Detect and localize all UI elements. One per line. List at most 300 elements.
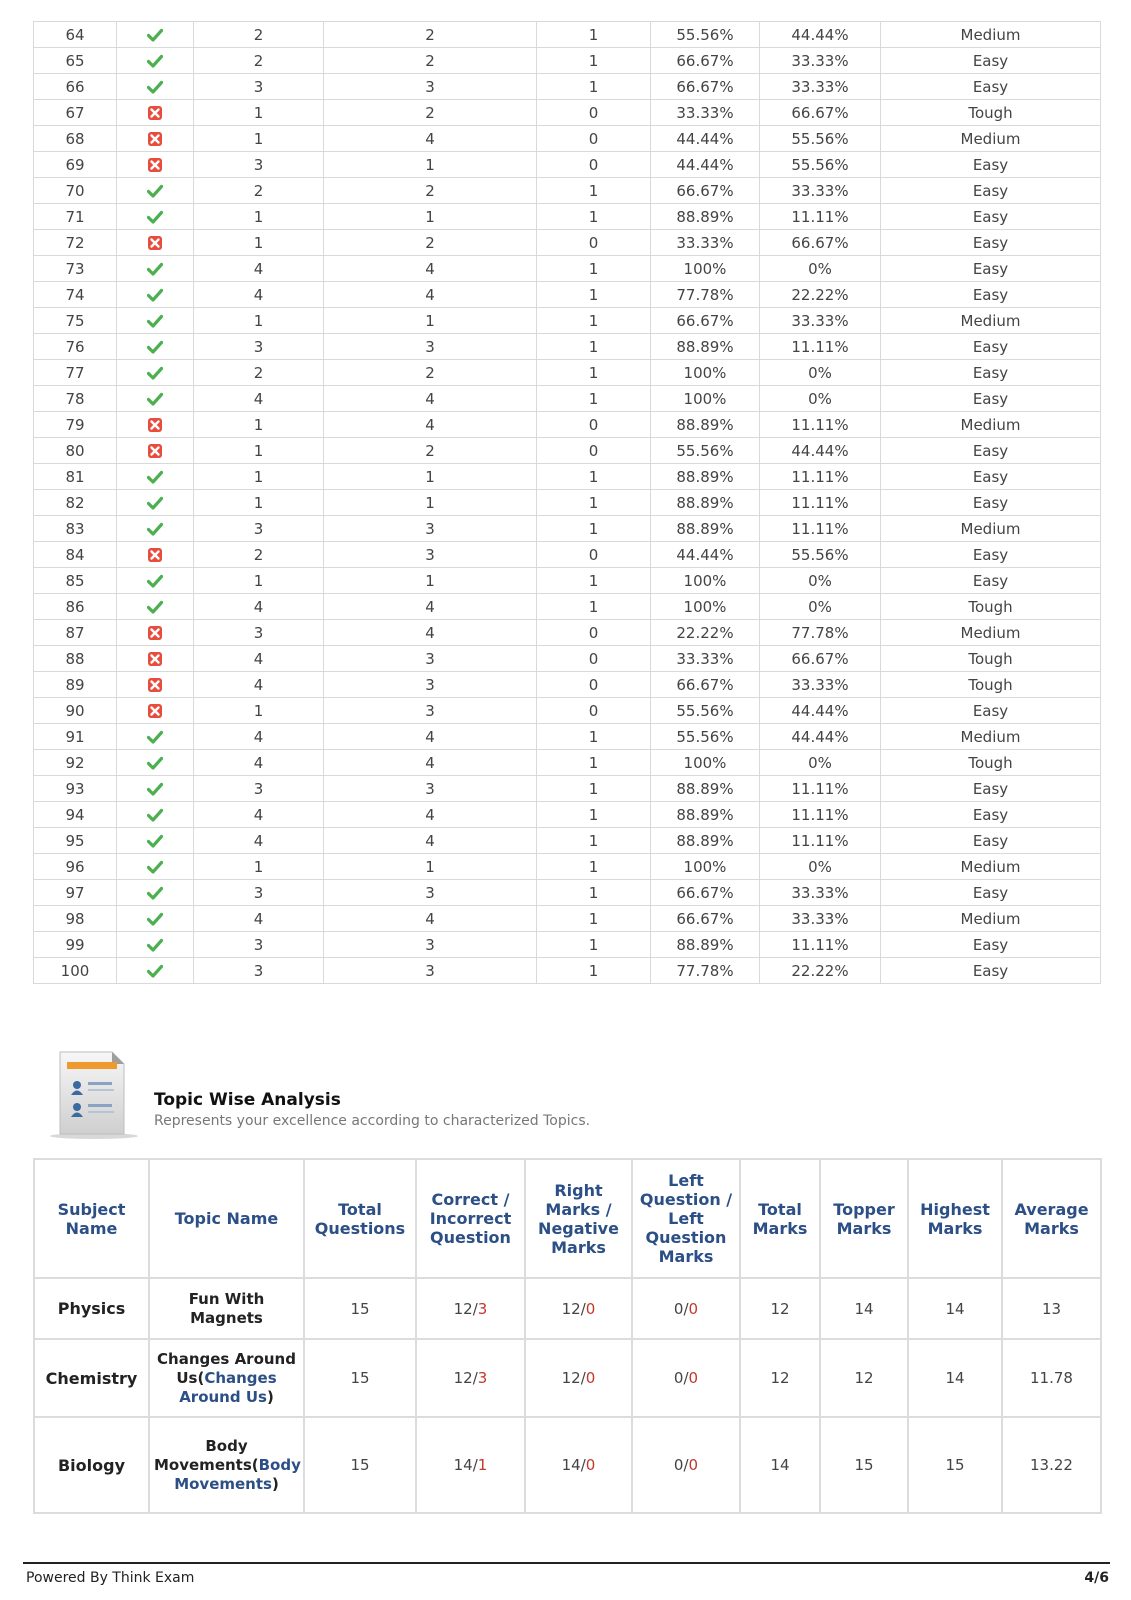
difficulty-level: Easy: [881, 958, 1101, 984]
correct-answer: 2: [324, 22, 537, 48]
slash-separator: /: [472, 1369, 478, 1387]
right-negative-marks-first: 14: [561, 1456, 581, 1474]
question-number: 87: [34, 620, 117, 646]
question-number: 88: [34, 646, 117, 672]
correct-percentage: 66.67%: [651, 178, 760, 204]
slash-separator: /: [683, 1456, 689, 1474]
answer-status: [117, 490, 194, 516]
question-number: 91: [34, 724, 117, 750]
correct-check-icon: [147, 885, 163, 901]
table-row: [34, 750, 1101, 776]
marks-obtained: 1: [537, 48, 651, 74]
answer-status: [117, 594, 194, 620]
column-header: Correct / Incorrect Question: [416, 1159, 525, 1278]
table-row: [34, 48, 1101, 74]
correct-check-icon: [147, 859, 163, 875]
question-number: 77: [34, 360, 117, 386]
marks-obtained: 1: [537, 334, 651, 360]
correct-percentage: 55.56%: [651, 22, 760, 48]
your-answer: 1: [194, 100, 324, 126]
question-number: 75: [34, 308, 117, 334]
marks-obtained: 0: [537, 230, 651, 256]
correct-check-icon: [147, 27, 163, 43]
question-number: 83: [34, 516, 117, 542]
your-answer: 1: [194, 308, 324, 334]
incorrect-percentage: 33.33%: [760, 48, 881, 74]
correct-percentage: 55.56%: [651, 698, 760, 724]
table-row: [34, 802, 1101, 828]
difficulty-level: Easy: [881, 230, 1101, 256]
correct-percentage: 100%: [651, 594, 760, 620]
wrong-cross-icon: [147, 417, 163, 433]
your-answer: 2: [194, 542, 324, 568]
question-number: 97: [34, 880, 117, 906]
answer-status: [117, 438, 194, 464]
question-number: 96: [34, 854, 117, 880]
report-document-icon: [48, 1050, 140, 1142]
correct-check-icon: [147, 53, 163, 69]
table-row: [34, 74, 1101, 100]
correct-check-icon: [147, 521, 163, 537]
your-answer: 2: [194, 22, 324, 48]
correct-answer: 3: [324, 958, 537, 984]
topic-subname: Body Movements: [174, 1455, 301, 1493]
correct-incorrect-first: 12: [453, 1299, 473, 1318]
left-question-marks-second: 0: [688, 1456, 699, 1474]
wrong-cross-icon: [147, 547, 163, 563]
correct-answer: 1: [324, 152, 537, 178]
your-answer: 4: [194, 386, 324, 412]
your-answer: 1: [194, 698, 324, 724]
your-answer: 4: [194, 646, 324, 672]
question-number: 94: [34, 802, 117, 828]
table-row: [34, 178, 1101, 204]
marks-obtained: 1: [537, 854, 651, 880]
correct-percentage: 100%: [651, 568, 760, 594]
marks-obtained: 1: [537, 360, 651, 386]
correct-answer: 3: [324, 880, 537, 906]
difficulty-level: Medium: [881, 22, 1101, 48]
right-negative-marks: [525, 1339, 632, 1417]
answer-status: [117, 828, 194, 854]
table-row: [34, 464, 1101, 490]
question-number: 73: [34, 256, 117, 282]
wrong-cross-icon: [147, 677, 163, 693]
answer-status: [117, 126, 194, 152]
table-row: [34, 932, 1101, 958]
subject-name: Biology: [34, 1417, 149, 1513]
difficulty-level: Tough: [881, 594, 1101, 620]
column-header: Total Marks: [740, 1159, 820, 1278]
table-row: [34, 906, 1101, 932]
incorrect-percentage: 33.33%: [760, 906, 881, 932]
question-number: 86: [34, 594, 117, 620]
marks-obtained: 1: [537, 464, 651, 490]
correct-percentage: 88.89%: [651, 776, 760, 802]
marks-obtained: 1: [537, 958, 651, 984]
incorrect-percentage: 11.11%: [760, 516, 881, 542]
incorrect-percentage: 33.33%: [760, 74, 881, 100]
table-row: [34, 958, 1101, 984]
incorrect-percentage: 44.44%: [760, 698, 881, 724]
marks-obtained: 1: [537, 594, 651, 620]
marks-obtained: 1: [537, 74, 651, 100]
correct-answer: 3: [324, 672, 537, 698]
correct-check-icon: [147, 261, 163, 277]
table-row: [34, 438, 1101, 464]
answer-status: [117, 880, 194, 906]
marks-obtained: 0: [537, 100, 651, 126]
incorrect-percentage: 66.67%: [760, 100, 881, 126]
correct-percentage: 100%: [651, 854, 760, 880]
correct-percentage: 88.89%: [651, 334, 760, 360]
correct-percentage: 88.89%: [651, 828, 760, 854]
marks-obtained: 1: [537, 802, 651, 828]
incorrect-percentage: 33.33%: [760, 178, 881, 204]
correct-answer: 4: [324, 750, 537, 776]
average-marks: 13.22: [1002, 1417, 1101, 1513]
correct-check-icon: [147, 313, 163, 329]
correct-answer: 4: [324, 620, 537, 646]
correct-incorrect-second: 3: [477, 1369, 488, 1387]
correct-incorrect-second: 1: [477, 1456, 488, 1474]
correct-answer: 3: [324, 776, 537, 802]
slash-separator: /: [580, 1369, 586, 1387]
correct-percentage: 66.67%: [651, 672, 760, 698]
difficulty-level: Medium: [881, 516, 1101, 542]
left-question-marks: [632, 1278, 740, 1339]
question-number: 84: [34, 542, 117, 568]
correct-percentage: 66.67%: [651, 308, 760, 334]
correct-check-icon: [147, 937, 163, 953]
incorrect-percentage: 11.11%: [760, 828, 881, 854]
marks-obtained: 1: [537, 750, 651, 776]
incorrect-percentage: 33.33%: [760, 880, 881, 906]
incorrect-percentage: 33.33%: [760, 308, 881, 334]
question-number: 66: [34, 74, 117, 100]
incorrect-percentage: 0%: [760, 256, 881, 282]
wrong-cross-icon: [147, 443, 163, 459]
marks-obtained: 0: [537, 542, 651, 568]
question-number: 99: [34, 932, 117, 958]
column-header: Highest Marks: [908, 1159, 1002, 1278]
question-number: 78: [34, 386, 117, 412]
average-marks: 11.78: [1002, 1339, 1101, 1417]
correct-answer: 4: [324, 282, 537, 308]
marks-obtained: 1: [537, 568, 651, 594]
your-answer: 1: [194, 126, 324, 152]
topper-marks: 14: [820, 1278, 908, 1339]
difficulty-level: Easy: [881, 152, 1101, 178]
incorrect-percentage: 11.11%: [760, 932, 881, 958]
correct-percentage: 33.33%: [651, 230, 760, 256]
answer-status: [117, 464, 194, 490]
your-answer: 4: [194, 594, 324, 620]
total-questions: 15: [304, 1278, 416, 1339]
difficulty-level: Easy: [881, 542, 1101, 568]
right-negative-marks-first: 12: [561, 1369, 581, 1387]
table-row: [34, 256, 1101, 282]
correct-percentage: 88.89%: [651, 490, 760, 516]
correct-percentage: 100%: [651, 386, 760, 412]
correct-incorrect: [416, 1417, 525, 1513]
highest-marks: 15: [908, 1417, 1002, 1513]
slash-separator: /: [472, 1456, 478, 1474]
incorrect-percentage: 33.33%: [760, 672, 881, 698]
column-header: Total Questions: [304, 1159, 416, 1278]
correct-answer: 3: [324, 542, 537, 568]
question-number: 65: [34, 48, 117, 74]
table-row: [34, 204, 1101, 230]
correct-answer: 4: [324, 256, 537, 282]
correct-answer: 2: [324, 100, 537, 126]
total-questions: 15: [304, 1339, 416, 1417]
correct-check-icon: [147, 469, 163, 485]
topic-analysis-table: [33, 1158, 1102, 1514]
correct-percentage: 44.44%: [651, 152, 760, 178]
slash-separator: /: [580, 1456, 586, 1474]
your-answer: 3: [194, 74, 324, 100]
correct-percentage: 77.78%: [651, 282, 760, 308]
topic-close-paren: ): [271, 1474, 279, 1493]
table-row: [34, 22, 1101, 48]
correct-check-icon: [147, 365, 163, 381]
your-answer: 3: [194, 152, 324, 178]
table-row: [34, 880, 1101, 906]
your-answer: 3: [194, 516, 324, 542]
wrong-cross-icon: [147, 105, 163, 121]
marks-obtained: 1: [537, 256, 651, 282]
table-row: [34, 542, 1101, 568]
question-number: 92: [34, 750, 117, 776]
correct-percentage: 55.56%: [651, 724, 760, 750]
topper-marks: 12: [820, 1339, 908, 1417]
answer-status: [117, 906, 194, 932]
correct-answer: 3: [324, 698, 537, 724]
right-negative-marks: [525, 1278, 632, 1339]
total-questions: 15: [304, 1417, 416, 1513]
answer-status: [117, 152, 194, 178]
question-number: 93: [34, 776, 117, 802]
answer-status: [117, 412, 194, 438]
table-row: [34, 516, 1101, 542]
correct-check-icon: [147, 911, 163, 927]
table-row: [34, 308, 1101, 334]
wrong-cross-icon: [147, 131, 163, 147]
column-header: Topic Name: [149, 1159, 304, 1278]
right-negative-marks-first: 12: [561, 1299, 581, 1318]
answer-status: [117, 386, 194, 412]
wrong-cross-icon: [147, 625, 163, 641]
table-row: [34, 100, 1101, 126]
your-answer: 4: [194, 282, 324, 308]
difficulty-level: Easy: [881, 178, 1101, 204]
table-row: [34, 360, 1101, 386]
subject-name: Chemistry: [34, 1339, 149, 1417]
marks-obtained: 1: [537, 282, 651, 308]
your-answer: 4: [194, 672, 324, 698]
answer-status: [117, 100, 194, 126]
incorrect-percentage: 0%: [760, 594, 881, 620]
answer-status: [117, 958, 194, 984]
correct-answer: 4: [324, 724, 537, 750]
correct-answer: 3: [324, 646, 537, 672]
answer-status: [117, 22, 194, 48]
slash-separator: /: [580, 1299, 586, 1318]
marks-obtained: 1: [537, 386, 651, 412]
question-number: 81: [34, 464, 117, 490]
table-row: [34, 698, 1101, 724]
correct-answer: 1: [324, 490, 537, 516]
incorrect-percentage: 11.11%: [760, 802, 881, 828]
correct-percentage: 66.67%: [651, 880, 760, 906]
correct-answer: 3: [324, 516, 537, 542]
table-row: [34, 1417, 1101, 1513]
your-answer: 4: [194, 724, 324, 750]
your-answer: 3: [194, 334, 324, 360]
footer-divider: [23, 1562, 1110, 1564]
total-marks: 12: [740, 1278, 820, 1339]
answer-status: [117, 334, 194, 360]
difficulty-level: Medium: [881, 724, 1101, 750]
answer-status: [117, 568, 194, 594]
correct-check-icon: [147, 729, 163, 745]
question-number: 74: [34, 282, 117, 308]
correct-check-icon: [147, 963, 163, 979]
marks-obtained: 0: [537, 126, 651, 152]
your-answer: 3: [194, 880, 324, 906]
topic-subname: Changes Around Us: [179, 1368, 277, 1406]
difficulty-level: Easy: [881, 776, 1101, 802]
your-answer: 1: [194, 464, 324, 490]
average-marks: 13: [1002, 1278, 1101, 1339]
correct-check-icon: [147, 287, 163, 303]
correct-answer: 4: [324, 386, 537, 412]
correct-percentage: 44.44%: [651, 126, 760, 152]
question-number: 69: [34, 152, 117, 178]
total-marks: 12: [740, 1339, 820, 1417]
difficulty-level: Tough: [881, 750, 1101, 776]
marks-obtained: 0: [537, 620, 651, 646]
incorrect-percentage: 11.11%: [760, 334, 881, 360]
highest-marks: 14: [908, 1339, 1002, 1417]
incorrect-percentage: 0%: [760, 360, 881, 386]
correct-percentage: 22.22%: [651, 620, 760, 646]
question-number: 76: [34, 334, 117, 360]
difficulty-level: Easy: [881, 568, 1101, 594]
marks-obtained: 1: [537, 22, 651, 48]
correct-check-icon: [147, 781, 163, 797]
incorrect-percentage: 22.22%: [760, 282, 881, 308]
correct-check-icon: [147, 183, 163, 199]
correct-check-icon: [147, 807, 163, 823]
incorrect-percentage: 0%: [760, 568, 881, 594]
table-row: [34, 594, 1101, 620]
slash-separator: /: [683, 1369, 689, 1387]
question-number: 71: [34, 204, 117, 230]
correct-answer: 4: [324, 828, 537, 854]
your-answer: 4: [194, 750, 324, 776]
incorrect-percentage: 11.11%: [760, 490, 881, 516]
question-number: 68: [34, 126, 117, 152]
question-number: 89: [34, 672, 117, 698]
difficulty-level: Easy: [881, 490, 1101, 516]
marks-obtained: 0: [537, 698, 651, 724]
incorrect-percentage: 0%: [760, 386, 881, 412]
your-answer: 4: [194, 802, 324, 828]
incorrect-percentage: 11.11%: [760, 776, 881, 802]
correct-incorrect-second: 3: [477, 1299, 488, 1318]
correct-percentage: 66.67%: [651, 74, 760, 100]
correct-check-icon: [147, 599, 163, 615]
difficulty-level: Easy: [881, 386, 1101, 412]
topic-name: [149, 1278, 304, 1339]
question-number: 64: [34, 22, 117, 48]
difficulty-level: Easy: [881, 256, 1101, 282]
difficulty-level: Easy: [881, 48, 1101, 74]
your-answer: 2: [194, 178, 324, 204]
incorrect-percentage: 66.67%: [760, 646, 881, 672]
difficulty-level: Easy: [881, 698, 1101, 724]
correct-percentage: 88.89%: [651, 932, 760, 958]
answer-status: [117, 230, 194, 256]
incorrect-percentage: 11.11%: [760, 204, 881, 230]
topic-section-header: [48, 1050, 748, 1145]
marks-obtained: 1: [537, 308, 651, 334]
correct-check-icon: [147, 209, 163, 225]
correct-answer: 2: [324, 48, 537, 74]
incorrect-percentage: 44.44%: [760, 724, 881, 750]
correct-percentage: 100%: [651, 360, 760, 386]
difficulty-level: Easy: [881, 360, 1101, 386]
difficulty-level: Medium: [881, 906, 1101, 932]
correct-answer: 4: [324, 906, 537, 932]
your-answer: 3: [194, 958, 324, 984]
table-row: [34, 828, 1101, 854]
difficulty-level: Medium: [881, 412, 1101, 438]
correct-answer: 1: [324, 464, 537, 490]
your-answer: 1: [194, 412, 324, 438]
wrong-cross-icon: [147, 235, 163, 251]
right-negative-marks-second: 0: [585, 1456, 596, 1474]
table-row: [34, 646, 1101, 672]
topic-name: [149, 1339, 304, 1417]
correct-answer: 3: [324, 334, 537, 360]
answer-status: [117, 698, 194, 724]
correct-percentage: 55.56%: [651, 438, 760, 464]
column-header: Average Marks: [1002, 1159, 1101, 1278]
difficulty-level: Medium: [881, 854, 1101, 880]
topic-name: [149, 1417, 304, 1513]
correct-check-icon: [147, 339, 163, 355]
question-number: 90: [34, 698, 117, 724]
difficulty-level: Medium: [881, 308, 1101, 334]
your-answer: 1: [194, 568, 324, 594]
table-row: [34, 282, 1101, 308]
difficulty-level: Medium: [881, 620, 1101, 646]
correct-incorrect-first: 12: [453, 1369, 473, 1387]
your-answer: 1: [194, 204, 324, 230]
correct-incorrect: [416, 1278, 525, 1339]
question-number: 80: [34, 438, 117, 464]
correct-answer: 1: [324, 308, 537, 334]
page-number: 4/6: [1084, 1570, 1109, 1586]
difficulty-level: Easy: [881, 204, 1101, 230]
correct-check-icon: [147, 755, 163, 771]
incorrect-percentage: 22.22%: [760, 958, 881, 984]
difficulty-level: Easy: [881, 880, 1101, 906]
column-header: Left Question / Left Question Marks: [632, 1159, 740, 1278]
